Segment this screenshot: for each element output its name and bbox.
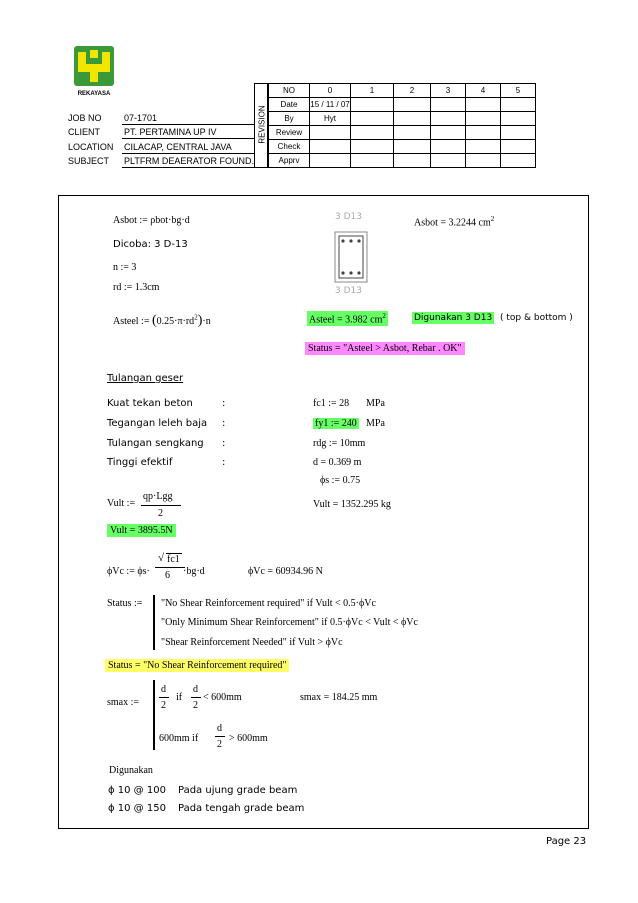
section-bottom-label: 3 D13 [335,286,362,296]
header-underline [122,138,254,139]
revision-row [269,154,536,168]
revision-cell [351,126,394,140]
asbot-result-text: Asbot = 3.2244 cm [414,217,491,229]
revision-cell [501,98,536,112]
shear-param-colon: : [222,438,226,449]
revision-cell: 2 [394,84,431,98]
revision-row [269,84,536,98]
revision-cell [351,140,394,154]
status-asteel: Status = "Asteel > Asbot, Rebar . OK" [305,342,465,355]
phivc-tail: ·bg·d [183,566,205,577]
smax-case1-cond-num: d [193,684,198,695]
company-logo [74,46,114,97]
digunakan-label: Digunakan [109,765,153,776]
vult-result: Vult = 1352.295 kg [313,499,391,510]
asteel-formula [113,313,211,329]
revision-cell [394,140,431,154]
revision-cell: 0 [310,84,351,98]
client-value: PT. PERTAMINA UP IV [124,127,217,137]
smax-brace [153,680,155,750]
status-case-1: "No Shear Reinforcement required" if Vult < 0.5·ϕVc [161,598,376,609]
smax-result: smax = 184.25 mm [300,692,378,703]
shear-param-unit: MPa [366,418,385,429]
smax-case1-cond: < 600mm [203,692,242,703]
section-top-label: 3 D13 [335,212,362,222]
phivc-fraction-bar [155,567,185,568]
smax-lhs: smax := [107,697,140,708]
n-definition: n := 3 [113,262,137,273]
revision-row [269,98,536,112]
vult-num: qp·Lgg [143,491,173,502]
status-brace [153,595,155,650]
revision-cell: 4 [466,84,501,98]
revision-cell [351,112,394,126]
revision-cell [351,98,394,112]
status-case-2: "Only Minimum Shear Reinforcement" if 0.5·ϕVc < Vult < ϕVc [161,617,418,628]
revision-row-label: Check [269,140,310,154]
revision-cell [466,154,501,168]
shear-param-colon: : [222,457,226,468]
revision-cell [394,154,431,168]
phivc-num: fc1 [167,554,180,565]
revision-cell [466,126,501,140]
shear-title: Tulangan geser [107,373,184,384]
revision-row [269,112,536,126]
header-underline [122,167,254,168]
revision-row [269,126,536,140]
status-result: Status = "No Shear Reinforcement required" [105,659,289,672]
smax-case1-num: d [161,684,166,695]
status-lhs: Status := [107,598,143,609]
vult-fraction-bar [141,505,181,506]
digunakan-badge: Digunakan 3 D13 [414,313,493,323]
revision-cell [394,126,431,140]
smax-case1-bar [159,697,169,698]
vult-den: 2 [158,508,163,519]
location-value: CILACAP, CENTRAL JAVA [124,142,232,152]
dicoba-text: Dicoba: 3 D-13 [113,239,188,250]
revision-cell [431,112,466,126]
asbot-result-exp: 2 [490,215,495,223]
revision-cell [466,98,501,112]
revision-cell [351,154,394,168]
revision-table [268,83,536,168]
asbot-result [414,215,494,228]
revision-side-box [254,83,268,168]
shear-param-label: Tegangan leleh baja [107,418,208,429]
smax-case1-cond-den: 2 [193,700,198,711]
stirrup-location: Pada tengah grade beam [178,803,305,814]
shear-param-unit: MPa [366,398,385,409]
shear-param-value: d = 0.369 m [313,457,362,468]
stirrup-location: Pada ujung grade beam [178,785,298,796]
vult-lhs: Vult := [107,498,136,509]
logo-graphic [74,46,114,86]
revision-cell [394,98,431,112]
subject-label: SUBJECT [68,156,110,166]
revision-cell [431,126,466,140]
revision-cell [431,154,466,168]
stirrup-spec: ϕ 10 @ 150 [108,803,166,814]
revision-side-label: REVISION [257,105,267,144]
logo-label: REKAYASA [77,91,111,97]
header-underline [122,124,254,125]
revision-cell [431,140,466,154]
client-label: CLIENT [68,127,101,137]
revision-cell: 1 [351,84,394,98]
revision-row [269,140,536,154]
smax-case1-den: 2 [161,700,166,711]
asteel-result-exp: 2 [382,312,386,320]
revision-cell: Hyt [310,112,351,126]
job-no-label: JOB NO [68,113,102,123]
smax-case2-cond: > 600mm [229,733,268,744]
shear-param-value: fy1 := 240 [315,418,357,429]
revision-cell: 15 / 11 / 07 [310,98,351,112]
revision-cell [466,140,501,154]
revision-cell [310,126,351,140]
phivc-lhs: ϕVc := ϕs· [107,566,150,577]
asteel-lhs: Asteel := [113,316,150,327]
smax-case2-val: 600mm if [159,733,199,744]
page-number: Page 23 [546,836,587,847]
smax-case2-cond-bar [215,736,225,737]
phi-s-def: ϕs := 0.75 [320,475,361,486]
location-label: LOCATION [68,142,114,152]
shear-param-label: Tinggi efektif [107,457,173,468]
revision-row-label: Apprv [269,154,310,168]
smax-case1-cond-bar [191,697,201,698]
asteel-rhs: 0.25·π·rd [156,316,195,327]
asteel-n: ·n [202,316,211,327]
revision-cell: 5 [501,84,536,98]
shear-param-value: fc1 := 28 [313,398,350,409]
rd-definition: rd := 1.3cm [113,282,160,293]
asbot-formula: Asbot := ρbot·bg·d [113,215,190,226]
revision-cell [394,112,431,126]
shear-param-label: Kuat tekan beton [107,398,193,409]
sqrt-icon: √ [158,552,165,564]
revision-cell [431,98,466,112]
shear-param-colon: : [222,418,226,429]
subject-value: PLTFRM DEAERATOR FOUND. [124,156,255,166]
paren-open: ( [151,313,157,328]
asteel-exp: 2 [194,313,198,322]
header-underline [122,153,254,154]
revision-cell [501,140,536,154]
stirrup-spec: ϕ 10 @ 100 [108,785,166,796]
asteel-result [307,311,388,326]
vult-newton: Vult = 3895.5N [107,524,176,537]
revision-row-label: NO [269,84,310,98]
asteel-result-text: Asteel = 3.982 cm [309,314,383,326]
smax-case2-cond-num: d [217,723,222,734]
job-no-value: 07-1701 [124,113,158,123]
shear-param-value: rdg := 10mm [313,438,366,449]
revision-cell [501,154,536,168]
paren-close: ) [197,313,203,328]
shear-param-label: Tulangan sengkang [107,438,204,449]
status-case-3: "Shear Reinforcement Needed" if Vult > ϕVc [161,637,343,648]
revision-cell [310,140,351,154]
top-bottom-note: ( top & bottom ) [500,313,573,323]
revision-cell [501,112,536,126]
smax-case1-if: if [176,692,183,703]
phivc-result: ϕVc = 60934.96 N [248,566,323,577]
revision-cell: 3 [431,84,466,98]
beam-section-diagram [333,230,369,284]
revision-cell [501,126,536,140]
revision-cell [466,112,501,126]
revision-cell [310,154,351,168]
smax-case2-cond-den: 2 [217,739,222,750]
phivc-den: 6 [165,570,170,581]
shear-param-colon: : [222,398,226,409]
revision-row-label: By [269,112,310,126]
revision-row-label: Date [269,98,310,112]
revision-row-label: Review [269,126,310,140]
